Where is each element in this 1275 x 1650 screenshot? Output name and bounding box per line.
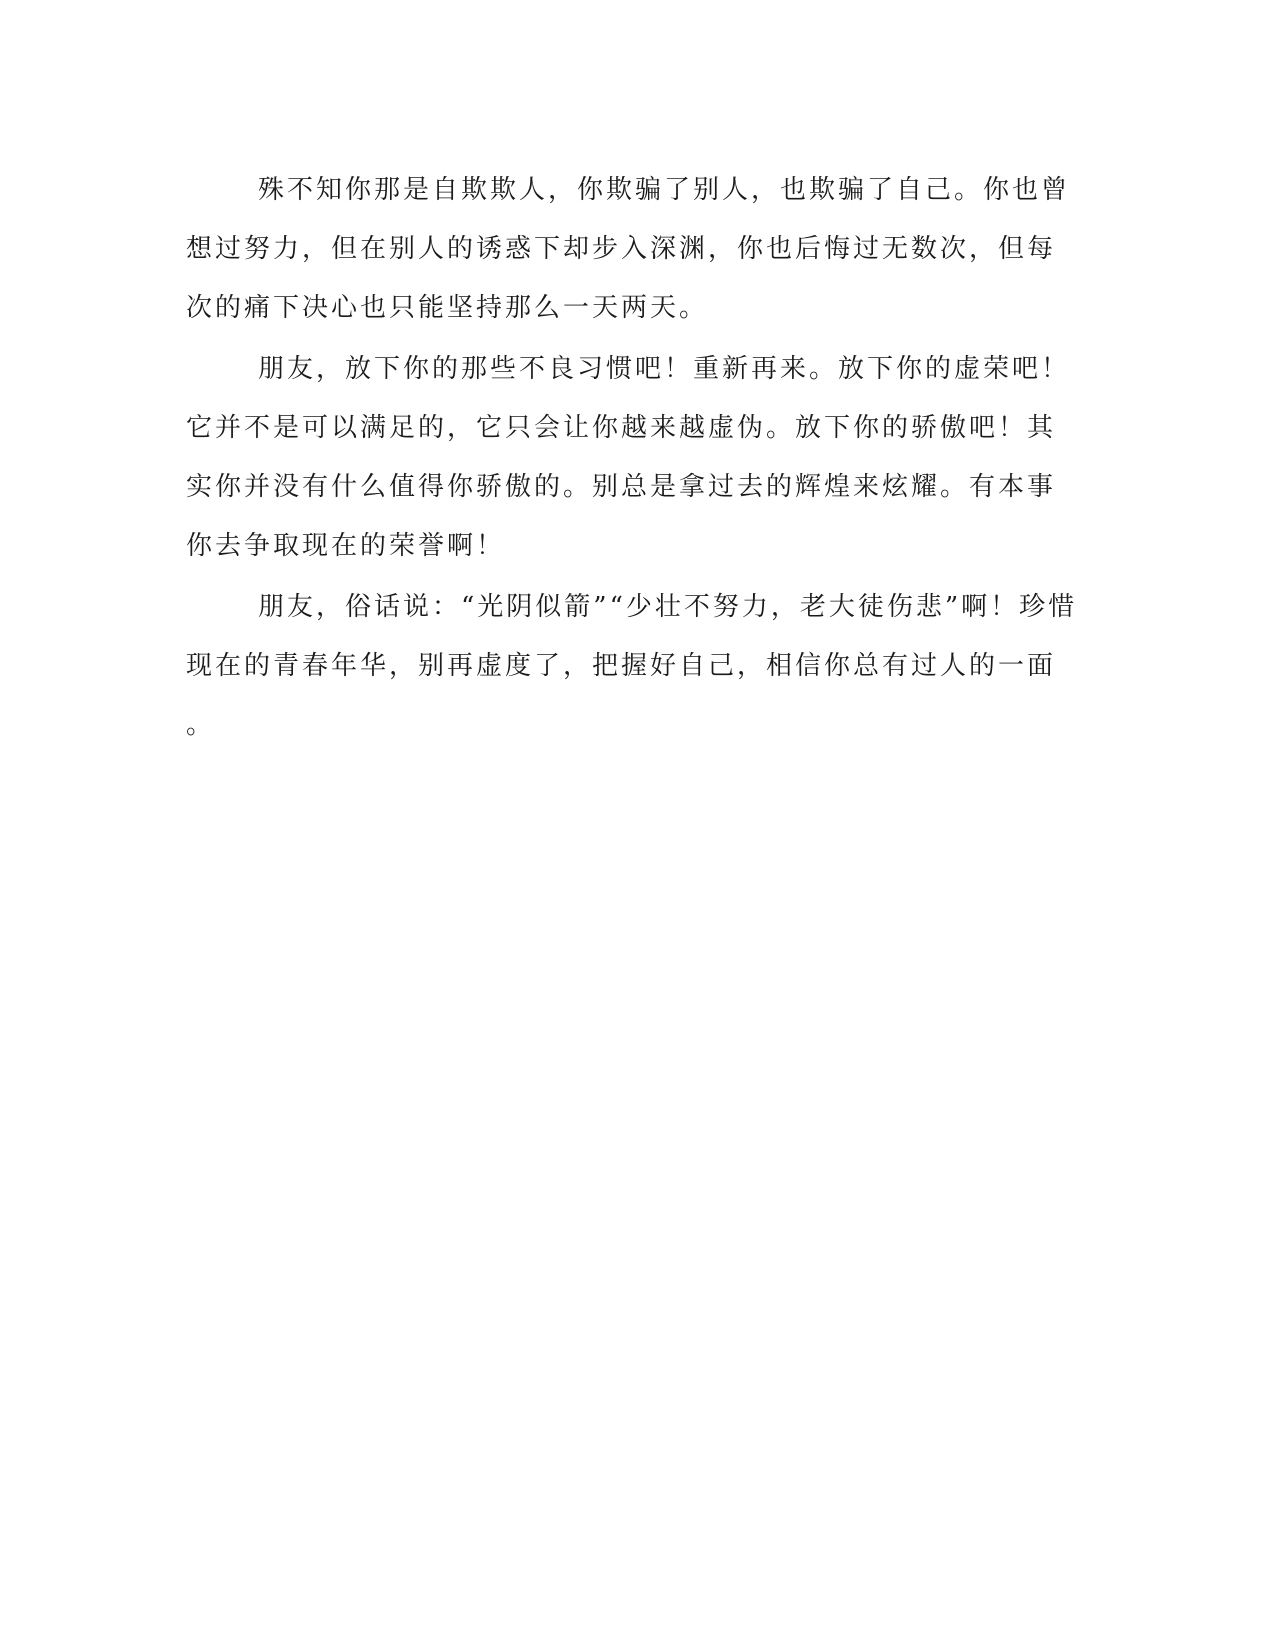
text-line: 它并不是可以满足的，它只会让你越来越虚伪。放下你的骄傲吧！其 [186,413,1057,443]
text-line: 实你并没有什么值得你骄傲的。别总是拿过去的辉煌来炫耀。有本事 [186,472,1057,502]
document-body [186,161,1078,757]
paragraph-2 [186,340,1071,576]
text-line: 想过努力，但在别人的诱惑下却步入深渊，你也后悔过无数次，但每 [186,234,1057,264]
text-line: 你去争取现在的荣誉啊！ [186,531,506,561]
text-line: 。 [186,710,216,740]
text-line: 殊不知你那是自欺欺人，你欺骗了别人，也欺骗了自己。你也曾 [258,175,1071,205]
paragraph-3 [186,578,1078,755]
text-line: 朋友，俗话说：“光阴似箭”“少壮不努力，老大徒伤悲”啊！珍惜 [258,592,1078,622]
paragraph-1 [186,161,1071,338]
text-line: 现在的青春年华，别再虚度了，把握好自己，相信你总有过人的一面 [186,651,1057,681]
text-line: 朋友，放下你的那些不良习惯吧！重新再来。放下你的虚荣吧！ [258,354,1071,384]
text-line: 次的痛下决心也只能坚持那么一天两天。 [186,293,709,323]
